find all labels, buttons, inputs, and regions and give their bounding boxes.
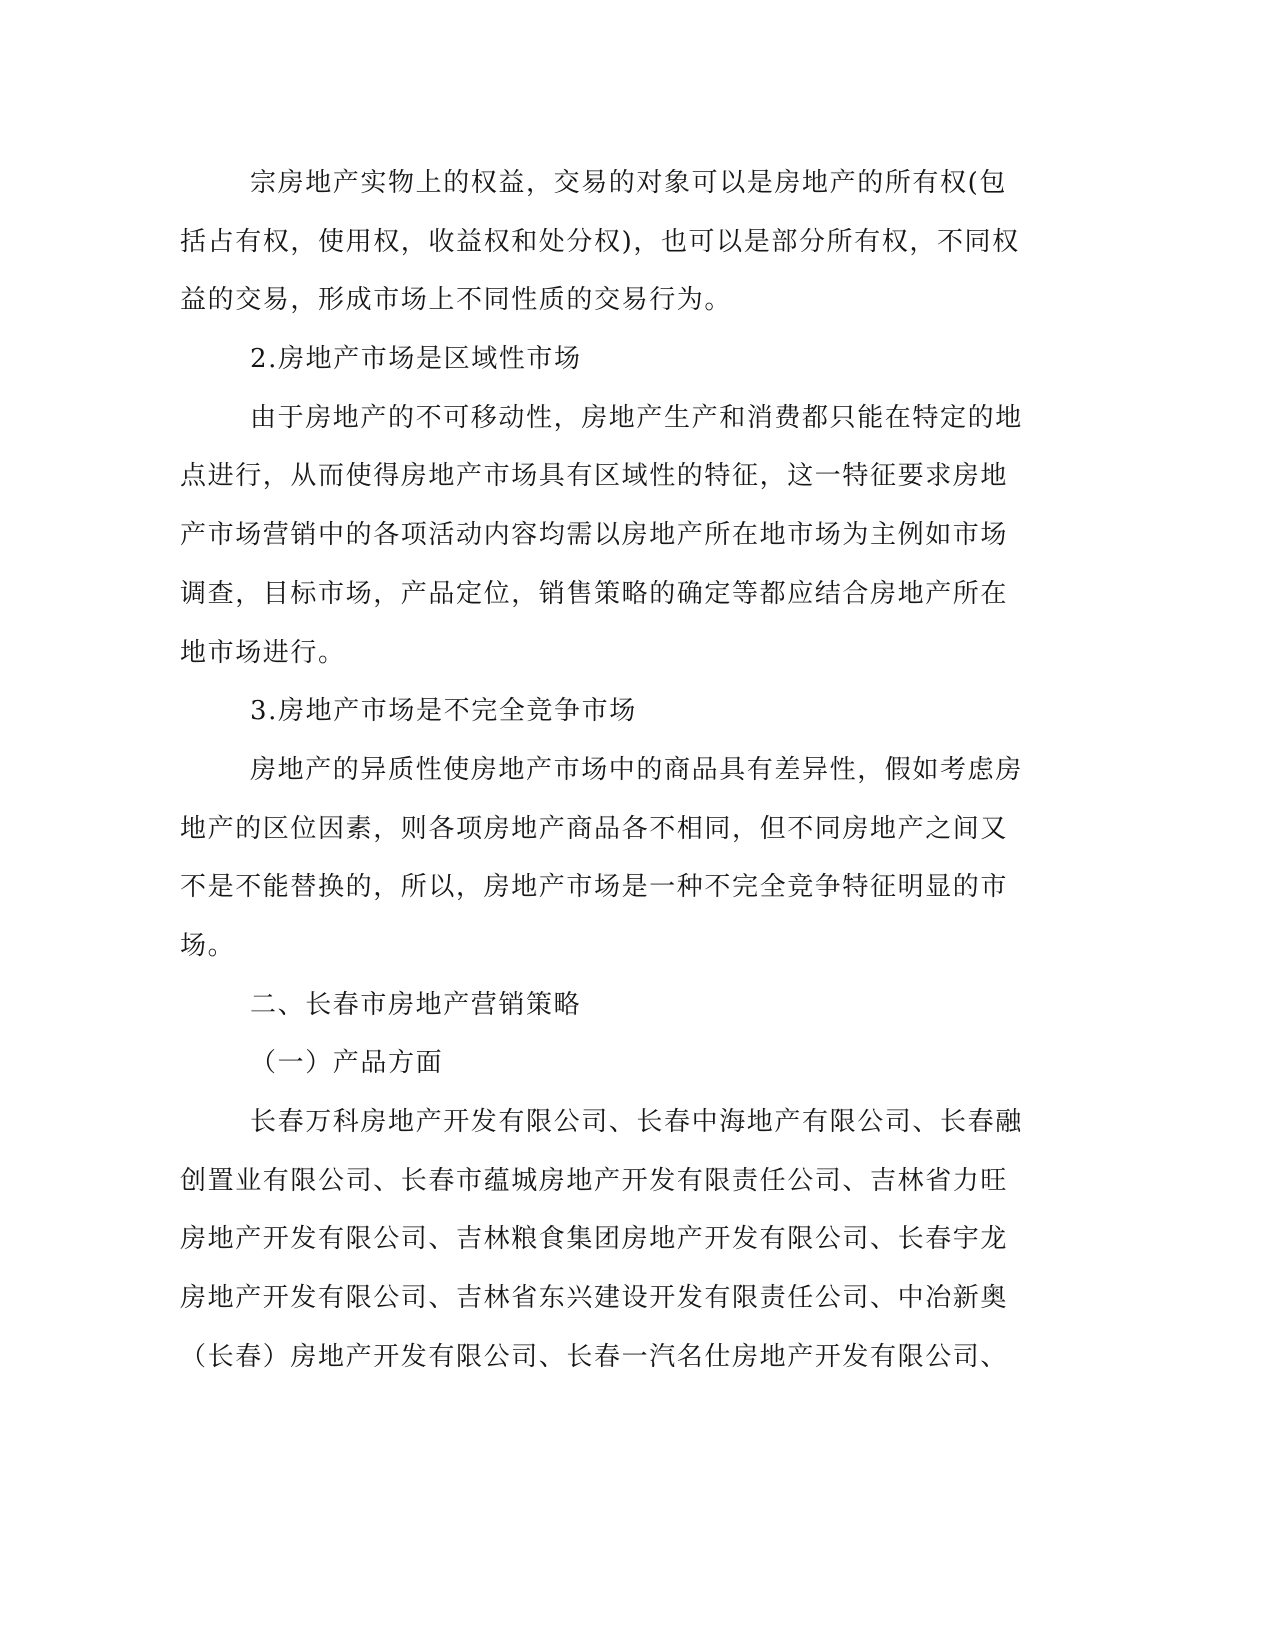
heading-line: （一）产品方面: [250, 1048, 444, 1079]
section-heading-imperfect-competition: [180, 682, 1060, 741]
subsection-heading-product: [180, 1034, 1060, 1093]
section-heading-regional-market: [180, 330, 1060, 389]
section-heading-marketing-strategy: [180, 976, 1060, 1035]
paragraph-line: 调查，目标市场，产品定位，销售策略的确定等都应结合房地产所在: [180, 578, 1009, 609]
paragraph-regional-market: [180, 389, 1060, 682]
paragraph-line: （长春）房地产开发有限公司、长春一汽名仕房地产开发有限公司、: [180, 1341, 1009, 1372]
paragraph-line: 不是不能替换的，所以，房地产市场是一种不完全竞争特征明显的市: [180, 872, 1009, 903]
paragraph-line: 场。: [180, 930, 236, 961]
paragraph-line: 房地产开发有限公司、吉林粮食集团房地产开发有限公司、长春宇龙: [180, 1224, 1009, 1255]
paragraph-line: 点进行，从而使得房地产市场具有区域性的特征，这一特征要求房地: [180, 461, 1009, 492]
heading-line: 二、长春市房地产营销策略: [250, 989, 582, 1020]
paragraph-transaction-objects: [180, 154, 1060, 330]
paragraph-line: 地产的区位因素，则各项房地产商品各不相同，但不同房地产之间又: [180, 813, 1009, 844]
paragraph-line: 由于房地产的不可移动性，房地产生产和消费都只能在特定的地: [250, 402, 1023, 433]
paragraph-line: 括占有权，使用权，收益权和处分权)，也可以是部分所有权，不同权: [180, 226, 1020, 257]
paragraph-line: 宗房地产实物上的权益，交易的对象可以是房地产的所有权(包: [250, 168, 1007, 198]
heading-line: 2.房地产市场是区域性市场: [250, 344, 582, 375]
paragraph-line: 创置业有限公司、长春市蕴城房地产开发有限责任公司、吉林省力旺: [180, 1165, 1009, 1196]
paragraph-line: 地市场进行。: [180, 637, 346, 668]
paragraph-imperfect-competition: [180, 741, 1060, 976]
paragraph-line: 益的交易，形成市场上不同性质的交易行为。: [180, 285, 733, 316]
paragraph-companies: [180, 1093, 1060, 1386]
heading-line: 3.房地产市场是不完全竞争市场: [250, 696, 637, 727]
paragraph-line: 长春万科房地产开发有限公司、长春中海地产有限公司、长春融: [250, 1107, 1023, 1137]
paragraph-line: 房地产开发有限公司、吉林省东兴建设开发有限责任公司、中冶新奥: [180, 1283, 1009, 1314]
paragraph-line: 房地产的异质性使房地产市场中的商品具有差异性，假如考虑房: [250, 754, 1023, 785]
paragraph-line: 产市场营销中的各项活动内容均需以房地产所在地市场为主例如市场: [180, 520, 1009, 551]
document-body: [180, 154, 1060, 1386]
